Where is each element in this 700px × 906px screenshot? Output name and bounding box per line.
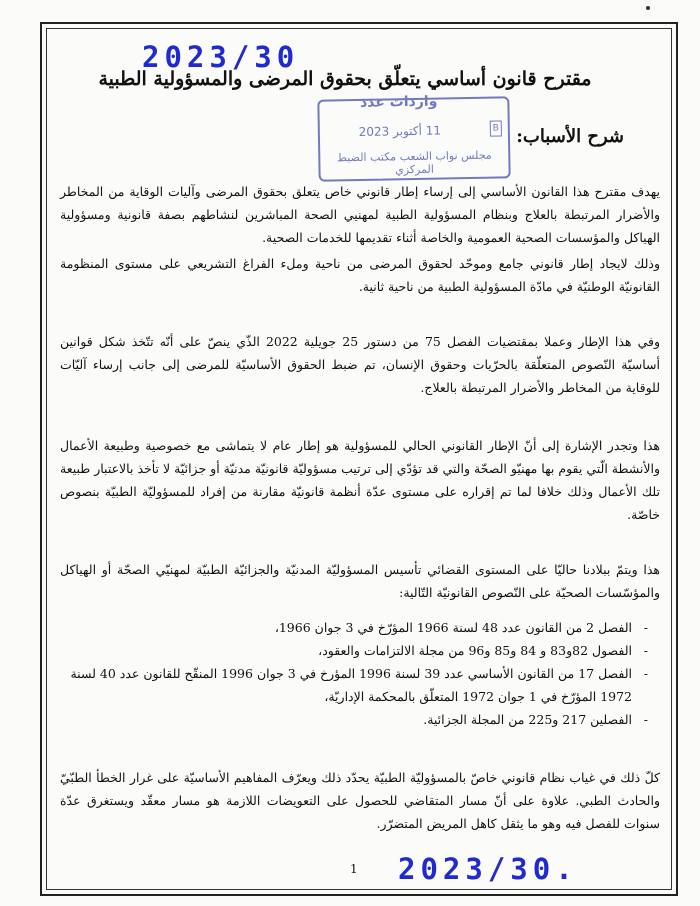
stamp-date: 11 أكتوبر 2023 — [358, 123, 442, 139]
paragraph-current-framework: هذا وتجدر الإشارة إلى أنّ الإطار القانوني الحالي للمسؤولية هو إطار عام لا يتماشى مع خصوصية وطبيعة الأعمال والأنشطة الّتي يقوم بها مهنيّو الصحّة والتي قد تؤدّي إلى ترتيب مسؤوليّة قانونيّة مدنيّة أو جزائيّة لا تأخذ بالاعتبار طبيعة تلك الأعمال وذلك خلافا لما تم إقراره على مستوى عدّة أنظمة قانونيّة مقارنة من إفراد للمسؤوليّة الطبيّة بنصوص خاصّة. — [60, 438, 660, 522]
paragraph-framework: وذلك لايجاد إطار قانوني جامع وموحّد لحقوق المرضى من ناحية وملء الفراغ التشريعي على مستوى المنظومة القانونيّة الوطنيّة في مادّة المسؤولية الطبية من ناحية ثانية. — [60, 256, 660, 294]
list-item: - الفصل 17 من القانون الأساسي عدد 39 لسنة 1996 المؤرخ في 3 جوان 1996 المنقّح للقانون عدد 40 لسنة 1972 المؤرّخ في 1 جوان 1972 المتعلّق بالمحكمة الإداريّة، — [60, 662, 660, 708]
list-item: - الفصلين 217 و225 من المجلة الجزائية. — [60, 708, 660, 731]
legal-texts-list — [60, 616, 660, 731]
reference-number-stamp: 2023/30 — [142, 40, 300, 74]
document-title: مقترح قانون أساسي يتعلّق بحقوق المرضى والمسؤولية الطبية — [98, 68, 592, 90]
paragraph-legal-texts: هذا ويتمّ ببلادنا حاليّا على المستوى القضائي تأسيس المسؤوليّة المدنيّة والجزائيّة الطبيّة لمهنيّي الصحّة أو الهياكل والمؤسّسات الصحيّة على النّصوص القانونيّة التّالية: — [60, 562, 660, 600]
stamp-organization: مجلس نواب الشعب مكتب الضبط المركزي — [336, 148, 492, 177]
paragraph-purpose: يهدف مقترح هذا القانون الأساسي إلى إرساء إطار قانوني خاص يتعلق بحقوق المرضى وآليات الوقاية من المخاطر والأضرار المرتبطة بالعلاج وبنظام المسؤولية الطبية لمهنيي الصحة المباشرين لنشاطهم بصفة قانونية ومسؤولية الهياكل والمؤسسات الصحية العمومية والخاصة أثناء تقديمها للخدمات الصحية. — [60, 184, 660, 245]
list-item: - الفصول 82و83 و 84 و85 و96 من مجلة الالتزامات والعقود، — [60, 639, 660, 662]
paragraph-constitution: وفي هذا الإطار وعملا بمقتضيات الفصل 75 من دستور 25 جويلية 2022 الذّي ينصّ على أنّه تتّخذ شكل قوانين أساسيّة النّصوص المتعلّقة بالحرّيات وحقوق الإنسان، تم ضبط الحقوق الأساسيّة للمرضى إلى جانب إرساء آليّات للوقاية من المخاطر والأضرار المرتبطة بالعلاج. — [60, 334, 660, 395]
scan-speck — [646, 6, 650, 10]
reference-number-stamp-bottom: 2023/30. — [398, 852, 578, 886]
stamp-box: B — [490, 120, 502, 136]
page-number: 1 — [350, 862, 358, 876]
stamp-label: واردات عدد — [359, 93, 438, 111]
list-item: - الفصل 2 من القانون عدد 48 لسنة 1966 المؤرّخ في 3 جوان 1966، — [60, 616, 660, 639]
section-heading: شرح الأسباب: — [516, 126, 624, 147]
paragraph-conclusion: كلّ ذلك في غياب نظام قانوني خاصّ بالمسؤوليّة الطبيّة يحدّد ذلك ويعرّف المفاهيم الأساسيّة على غرار الخطأ الطبّيّ والحادث الطبي. علاوة على أنّ مسار المتقاضي للحصول على التعويضات اللازمة هو مسار معقّد ويستغرق عدّة سنوات للفصل فيه وهو ما يثقل كاهل المريض المتضرّر. — [60, 770, 660, 831]
reception-stamp — [317, 93, 510, 181]
